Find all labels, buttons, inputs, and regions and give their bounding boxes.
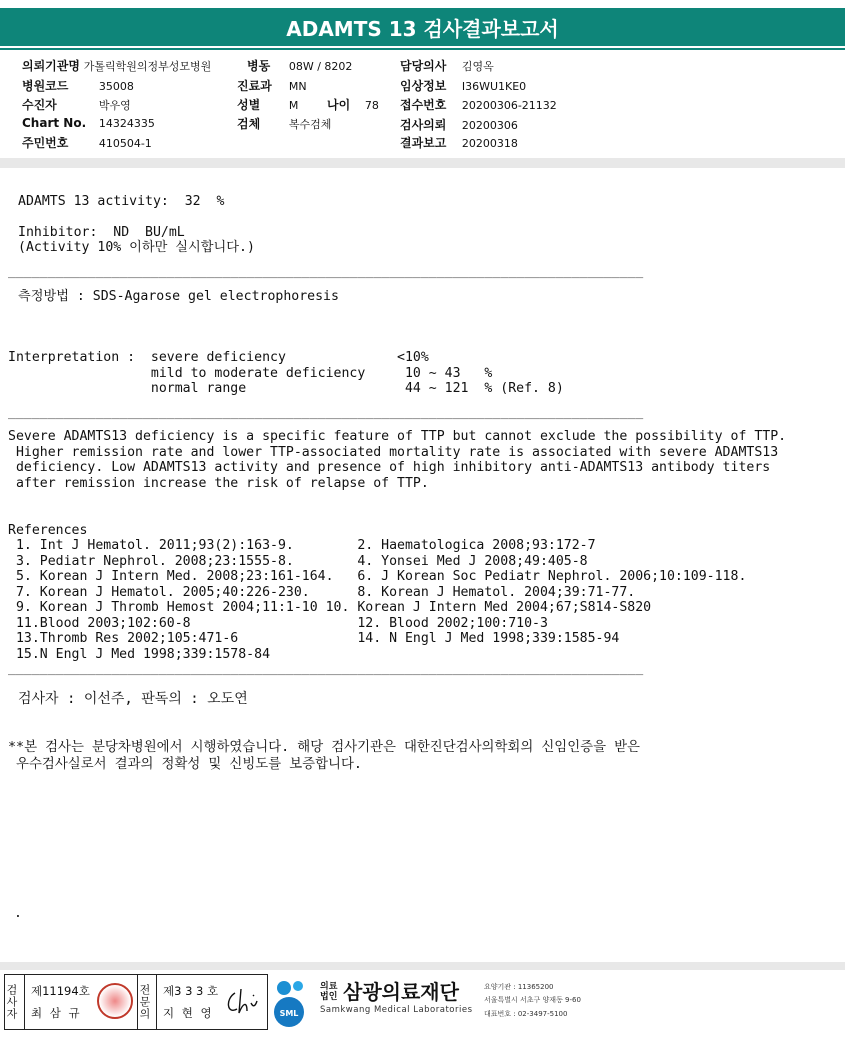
- signature-box: [4, 974, 268, 1030]
- ward-row: [247, 57, 352, 74]
- divider-line: ________________________________________________________________________________: [8, 264, 644, 279]
- clinical-info-row: [400, 77, 526, 94]
- reference-line: 3. Pediatr Nephrol. 2008;23:1555-8. 4. Yonsei Med J 2008;49:405-8: [8, 554, 588, 569]
- examiner-text: 검사자 : 이선주, 판독의 : 오도연: [18, 691, 248, 707]
- reference-line: 11.Blood 2003;102:60-8 12. Blood 2002;100:710-3: [8, 616, 548, 631]
- examiner-vertical-label: 검사자: [5, 975, 25, 1029]
- sex-label: 성별: [237, 98, 261, 112]
- resident-label: 주민번호: [22, 136, 69, 150]
- clinical-info-label: 임상정보: [400, 79, 447, 93]
- divider-line: ________________________________________________________________________________: [8, 405, 644, 420]
- header-separator: [0, 158, 845, 168]
- notice-line: **본 검사는 분당차병원에서 시행하였습니다. 해당 검사기관은 대한진단검사의학회의 신임인증을 받은: [8, 740, 640, 755]
- specialist-name: 지 현 영: [163, 1006, 214, 1020]
- interpretation-line: Interpretation : severe deficiency <10%: [8, 350, 429, 365]
- interpretation-line: mild to moderate deficiency 10 ~ 43 %: [8, 366, 493, 381]
- brand-info: 대표번호 : 02-3497-5100: [484, 1010, 568, 1018]
- institution-label: 의뢰기관명: [22, 59, 80, 73]
- interpretation-line: normal range 44 ~ 121 % (Ref. 8): [8, 381, 564, 396]
- specialist-vertical-label: 전문의: [137, 975, 157, 1029]
- hospital-code-label: 병원코드: [22, 79, 69, 93]
- brand-tag: 의료 법인: [320, 982, 338, 1002]
- reference-line: 15.N Engl J Med 1998;339:1578-84: [8, 647, 271, 662]
- brand-info: 서울특별시 서초구 양재동 9-60: [484, 996, 581, 1004]
- inhibitor-result: Inhibitor: ND BU/mL: [18, 225, 185, 240]
- age-value: 78: [364, 99, 379, 112]
- report-date-label: 결과보고: [400, 136, 447, 150]
- reference-line: 5. Korean J Intern Med. 2008;23:161-164. 6. J Korean Soc Pediatr Nephrol. 2006;10:109-118.: [8, 569, 747, 584]
- resident-value: 410504-1: [98, 137, 152, 150]
- chart-value: 14324335: [98, 117, 155, 130]
- sex-row: [237, 96, 298, 113]
- age-label: 나이: [327, 98, 351, 112]
- header-divider: [0, 48, 845, 50]
- method-text: 측정방법 : SDS-Agarose gel electrophoresis: [18, 289, 339, 304]
- accession-label: 접수번호: [400, 98, 447, 112]
- reference-line: 13.Thromb Res 2002;105:471-6 14. N Engl J Med 1998;339:1585-94: [8, 631, 620, 646]
- report-date-row: [400, 134, 518, 151]
- institution-row: [22, 57, 211, 74]
- hospital-code-row: [22, 77, 134, 94]
- accession-value: 20200306-21132: [461, 99, 557, 112]
- patient-row: [22, 96, 131, 113]
- doctor-row: [400, 57, 494, 74]
- brand-info: 요양기관 : 11365200: [484, 983, 554, 991]
- ward-label: 병동: [247, 59, 271, 73]
- department-row: [237, 77, 307, 94]
- reference-line: 1. Int J Hematol. 2011;93(2):163-9. 2. Haematologica 2008;93:172-7: [8, 538, 596, 553]
- report-title: ADAMTS 13 검사결과보고서: [0, 8, 845, 46]
- reference-line: 9. Korean J Thromb Hemost 2004;11:1-10 10. Korean J Intern Med 2004;67;S814-S820: [8, 600, 652, 615]
- signature-mark: [223, 985, 265, 1021]
- svg-text:SML: SML: [279, 1009, 299, 1018]
- patient-label: 수진자: [22, 98, 57, 112]
- references-title: References: [8, 523, 88, 538]
- request-label: 검사의뢰: [400, 118, 447, 132]
- reference-line: 7. Korean J Hematol. 2005;40:226-230. 8. Korean J Hematol. 2004;39:71-77.: [8, 585, 636, 600]
- clinical-info-value: I36WU1KE0: [461, 80, 527, 93]
- specimen-label: 검체: [237, 117, 261, 131]
- report-date-value: 20200318: [461, 137, 518, 150]
- brand-subtitle: Samkwang Medical Laboratories: [320, 1005, 473, 1015]
- divider-line: ________________________________________________________________________________: [8, 661, 644, 676]
- age-row: [327, 96, 379, 113]
- inhibitor-note: (Activity 10% 이하만 실시합니다.): [18, 240, 255, 255]
- specimen-row: [237, 115, 331, 132]
- doctor-value: 김영옥: [461, 60, 494, 73]
- seal-stamp: [97, 983, 133, 1019]
- chart-label: Chart No.: [22, 116, 87, 130]
- resident-row: [22, 134, 152, 151]
- doctor-label: 담당의사: [400, 59, 447, 73]
- description-line: Higher remission rate and lower TTP-associated mortality rate is associated with severe ADAMTS13: [8, 445, 779, 460]
- patient-value: 박우영: [98, 99, 131, 112]
- request-row: [400, 116, 518, 133]
- description-line: Severe ADAMTS13 deficiency is a specific feature of TTP but cannot exclude the possibility of TTP.: [8, 429, 787, 444]
- sex-value: M: [288, 99, 299, 112]
- activity-result: ADAMTS 13 activity: 32 %: [18, 194, 225, 209]
- chart-row: [22, 116, 155, 130]
- ward-value: 08W / 8202: [288, 60, 353, 73]
- request-value: 20200306: [461, 119, 518, 132]
- sml-logo-icon: [272, 978, 316, 1028]
- brand-name: 삼광의료재단: [343, 980, 459, 1004]
- examiner-name: 최 삼 규: [31, 1006, 82, 1020]
- stray-dot: .: [14, 906, 22, 921]
- description-line: deficiency. Low ADAMTS13 activity and presence of high inhibitory anti-ADAMTS13 antibody titers: [8, 460, 771, 475]
- institution-value: 가톨릭학원의정부성모병원: [83, 60, 212, 73]
- footer-separator: [0, 962, 845, 970]
- description-line: after remission increase the risk of relapse of TTP.: [8, 476, 429, 491]
- department-value: MN: [288, 80, 307, 93]
- hospital-code-value: 35008: [98, 80, 134, 93]
- specialist-license: 제3 3 3 호: [163, 984, 219, 998]
- department-label: 진료과: [237, 79, 272, 93]
- notice-line: 우수검사실로서 결과의 정확성 및 신빙도를 보증합니다.: [8, 757, 362, 772]
- examiner-license: 제11194호: [31, 984, 90, 998]
- accession-row: [400, 96, 557, 113]
- specimen-value: 복수검체: [288, 118, 332, 131]
